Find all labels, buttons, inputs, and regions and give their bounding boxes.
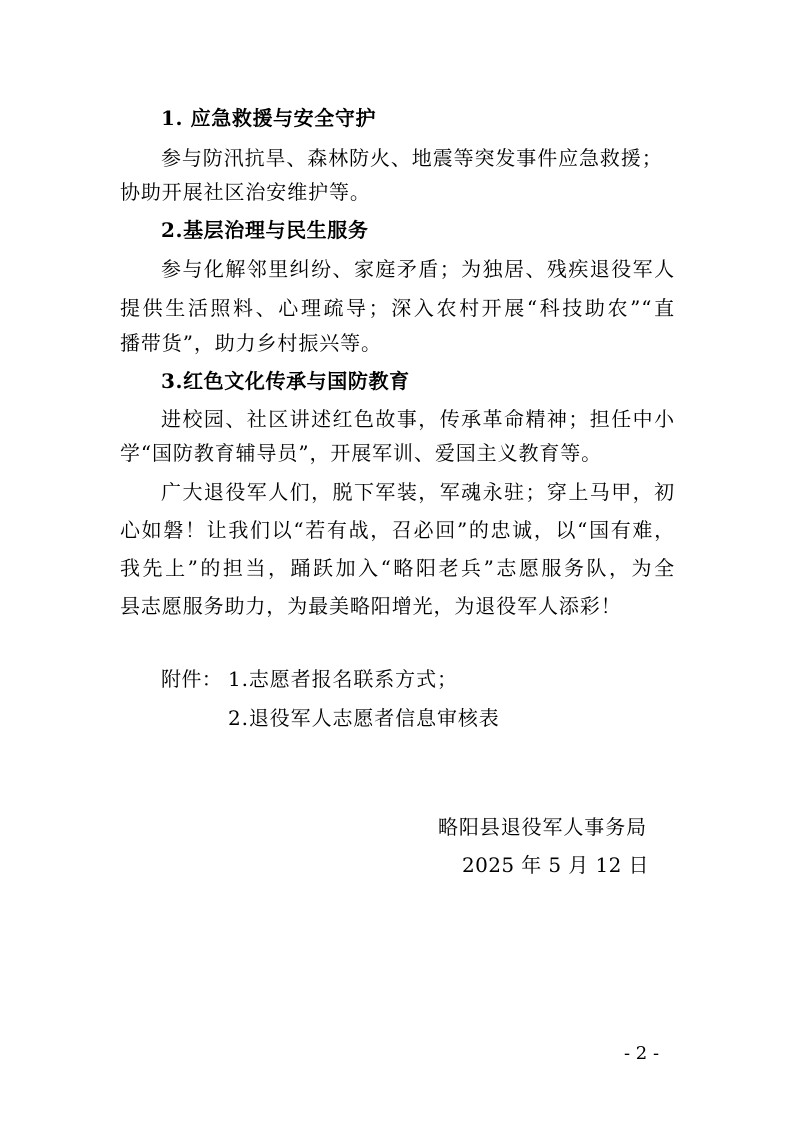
body-line: 提供生活照料、心理疏导；深入农村开展“科技助农”“直	[120, 296, 675, 320]
closing-line: 心如磐！让我们以“若有战，召必回”的忠诚，以“国有难，	[120, 518, 675, 542]
signature-date: 2025 年 5 月 12 日	[462, 853, 649, 877]
signature-org: 略阳县退役军人事务局	[438, 815, 647, 839]
body-line: 参与防汛抗旱、森林防火、地震等突发事件应急救援；	[161, 146, 663, 170]
page-number: - 2 -	[624, 1043, 660, 1064]
attachments-label: 附件：	[161, 667, 223, 691]
body-line: 学“国防教育辅导员”，开展军训、爱国主义教育等。	[120, 441, 603, 465]
closing-line: 我先上”的担当，踊跃加入“略阳老兵”志愿服务队，为全	[120, 556, 675, 580]
closing-line: 广大退役军人们，脱下军装，军魂永驻；穿上马甲，初	[161, 480, 675, 504]
body-line: 播带货”，助力乡村振兴等。	[120, 331, 382, 355]
section-heading-1: 1. 应急救援与安全守护	[161, 106, 377, 130]
body-line: 进校园、社区讲述红色故事，传承革命精神；担任中小	[161, 407, 675, 431]
attachment-item: 2.退役军人志愿者信息审核表	[228, 706, 500, 730]
section-heading-3: 3.红色文化传承与国防教育	[161, 369, 410, 393]
section-heading-2: 2.基层治理与民生服务	[161, 218, 369, 242]
attachment-item: 1.志愿者报名联系方式；	[228, 667, 458, 691]
closing-line: 县志愿服务助力，为最美略阳增光，为退役军人添彩！	[120, 594, 622, 618]
body-line: 协助开展社区治安维护等。	[120, 180, 371, 204]
body-line: 参与化解邻里纠纷、家庭矛盾；为独居、残疾退役军人	[161, 257, 675, 281]
